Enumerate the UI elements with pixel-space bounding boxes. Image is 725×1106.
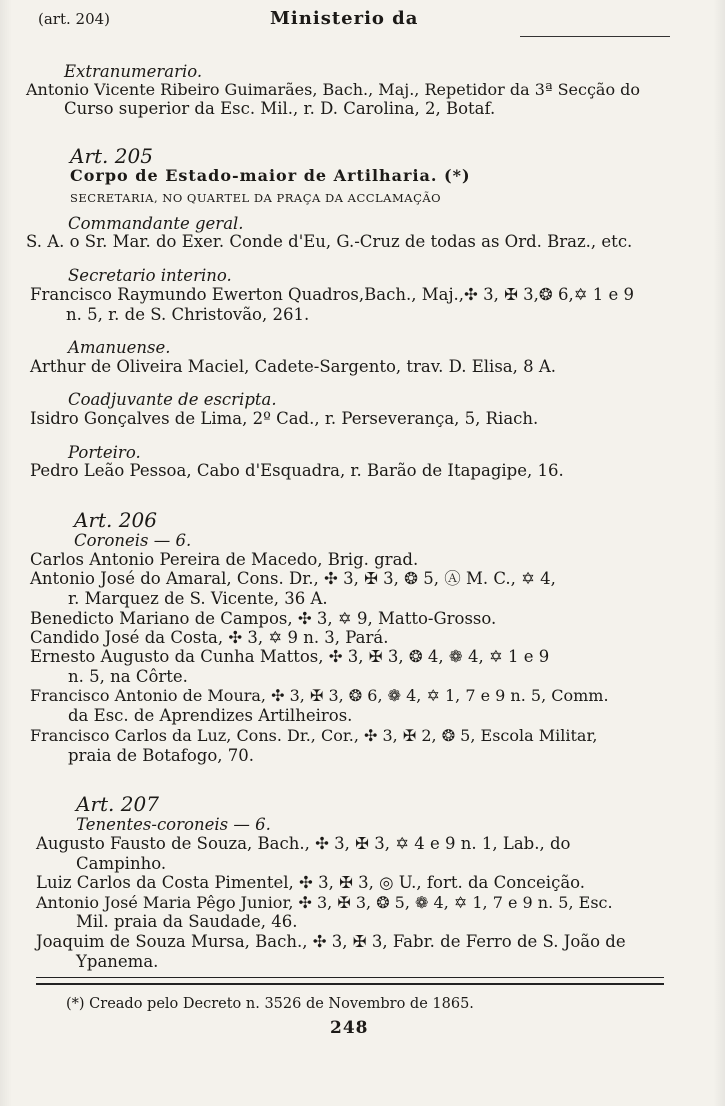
- entry-line: da Esc. de Aprendizes Artilheiros.: [68, 706, 353, 725]
- entry-line: Francisco Antonio de Moura, ✣ 3, ✠ 3, ❂ 6, ❁ 4, ✡ 1, 7 e 9 n. 5, Comm.: [30, 686, 609, 705]
- entry-line: Antonio José Maria Pêgo Junior, ✣ 3, ✠ 3, ❂ 5, ❁ 4, ✡ 1, 7 e 9 n. 5, Esc.: [36, 893, 613, 912]
- entry-line: Pedro Leão Pessoa, Cabo d'Esquadra, r. Barão de Itapagipe, 16.: [30, 461, 564, 480]
- footer-rule: [36, 983, 664, 985]
- entry-line: r. Marquez de S. Vicente, 36 A.: [68, 589, 328, 608]
- role-heading: Coroneis — 6.: [74, 531, 192, 550]
- entry-line: Curso superior da Esc. Mil., r. D. Carolina, 2, Botaf.: [64, 99, 496, 118]
- entry-line: n. 5, na Côrte.: [68, 667, 188, 686]
- page-edge-right: [713, 0, 725, 1106]
- role-heading: Coadjuvante de escripta.: [68, 390, 277, 409]
- entry-line: Ypanema.: [76, 952, 159, 971]
- entry-line: Augusto Fausto de Souza, Bach., ✣ 3, ✠ 3, ✡ 4 e 9 n. 1, Lab., do: [36, 834, 571, 853]
- footnote: (*) Creado pelo Decreto n. 3526 de Novembro de 1865.: [66, 996, 474, 1012]
- running-header: Ministerio da: [270, 8, 419, 29]
- article-reference: (art. 204): [38, 10, 111, 28]
- footer-rule: [36, 977, 664, 978]
- role-heading: Commandante geral.: [68, 214, 244, 233]
- entry-line: Antonio Vicente Ribeiro Guimarães, Bach., Maj., Repetidor da 3ª Secção do: [26, 80, 641, 99]
- section-subtitle: SECRETARIA, NO QUARTEL DA PRAÇA DA ACCLAMAÇÃO: [70, 191, 442, 205]
- role-heading: Tenentes-coroneis — 6.: [76, 815, 271, 834]
- article-label: Art. 205: [70, 144, 153, 168]
- entry-line: Ernesto Augusto da Cunha Mattos, ✣ 3, ✠ 3, ❂ 4, ❁ 4, ✡ 1 e 9: [30, 647, 550, 666]
- header-rule: [520, 36, 670, 37]
- entry-line: Carlos Antonio Pereira de Macedo, Brig. grad.: [30, 550, 419, 569]
- page-edge-left: [0, 0, 12, 1106]
- section-title: Corpo de Estado-maior de Artilharia. (*): [70, 166, 471, 185]
- page-number: 248: [330, 1018, 369, 1038]
- entry-line: Antonio José do Amaral, Cons. Dr., ✣ 3, ✠ 3, ❂ 5, Ⓐ M. C., ✡ 4,: [30, 569, 556, 588]
- entry-line: Francisco Raymundo Ewerton Quadros,Bach., Maj.,✣ 3, ✠ 3,❂ 6,✡ 1 e 9: [30, 285, 635, 304]
- role-heading: Amanuense.: [68, 338, 171, 357]
- entry-line: Mil. praia da Saudade, 46.: [76, 912, 298, 931]
- entry-line: S. A. o Sr. Mar. do Exer. Conde d'Eu, G.-Cruz de todas as Ord. Braz., etc.: [26, 232, 633, 251]
- role-heading: Extranumerario.: [64, 62, 203, 81]
- role-heading: Secretario interino.: [68, 266, 232, 285]
- entry-line: Candido José da Costa, ✣ 3, ✡ 9 n. 3, Pará.: [30, 628, 389, 647]
- entry-line: Joaquim de Souza Mursa, Bach., ✣ 3, ✠ 3, Fabr. de Ferro de S. João de: [36, 932, 626, 951]
- entry-line: n. 5, r. de S. Christovão, 261.: [66, 305, 310, 324]
- article-label: Art. 206: [74, 508, 157, 532]
- article-label: Art. 207: [76, 792, 159, 816]
- entry-line: Campinho.: [76, 854, 167, 873]
- role-heading: Porteiro.: [68, 443, 141, 462]
- entry-line: Arthur de Oliveira Maciel, Cadete-Sargento, trav. D. Elisa, 8 A.: [30, 357, 557, 376]
- entry-line: Luiz Carlos da Costa Pimentel, ✣ 3, ✠ 3, ◎ U., fort. da Conceição.: [36, 873, 586, 892]
- entry-line: Francisco Carlos da Luz, Cons. Dr., Cor., ✣ 3, ✠ 2, ❂ 5, Escola Militar,: [30, 726, 598, 745]
- entry-line: Isidro Gonçalves de Lima, 2º Cad., r. Perseverança, 5, Riach.: [30, 409, 539, 428]
- entry-line: praia de Botafogo, 70.: [68, 746, 255, 765]
- entry-line: Benedicto Mariano de Campos, ✣ 3, ✡ 9, Matto-Grosso.: [30, 609, 497, 628]
